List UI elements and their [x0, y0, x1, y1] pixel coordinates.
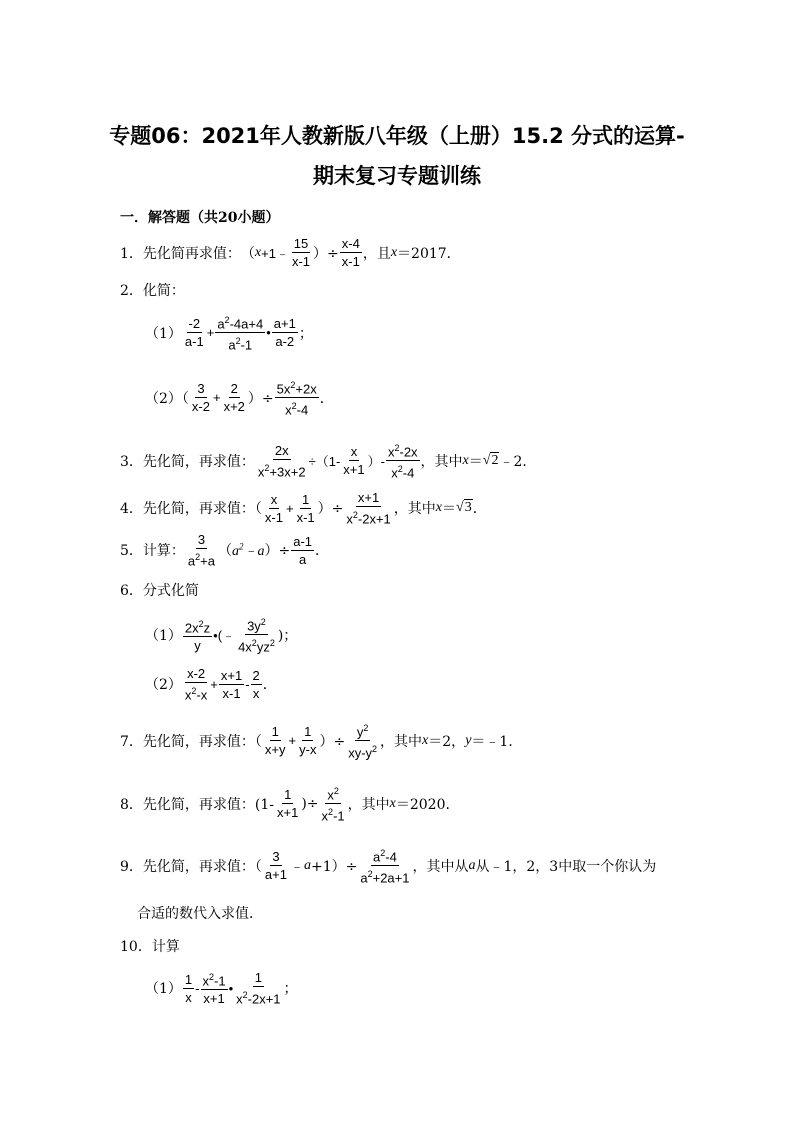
- problem-7: 7．先化简，再求值：（ $\frac{1}{x+y}$ + $\frac{1}{y-x}$ ）÷ $\frac{y^2}{xy-y^2}$ ，其中 x ＝2， y ＝﹣1．: [120, 723, 523, 761]
- problem-8: 8．先化简，再求值：(1- $\frac{1}{x+1}$ )÷ $\frac{x^2}{x^2-1}$ ，其中 x ＝2020．: [120, 786, 460, 824]
- problem-10-label: 10．计算: [120, 939, 180, 955]
- problem-2-part-1: （1） $\frac{-2}{a-1}$ + $\frac{a^2-4a+4}{a^2-1}$ • $\frac{a+1}{a-2}$ ；: [145, 315, 313, 353]
- problem-4: 4．先化简，再求值：（ $\frac{x}{x-1}$ + $\frac{1}{x-1}$ ）÷ $\frac{x+1}{x^2-2x+1}$ ，其中 x ＝ √3 ．: [120, 490, 487, 527]
- sqrt-symbol: √2: [482, 452, 499, 468]
- fraction: $\frac{15}{x-1}$: [291, 236, 311, 269]
- problem-10-part-1: （1） $\frac{1}{x}$ - $\frac{x^2-1}{x+1}$ • $\frac{1}{x^2-2x+1}$ ；: [145, 970, 298, 1007]
- problem-2-part-2: （2）（ $\frac{3}{x-2}$ + $\frac{2}{x+2}$ ）÷ $\frac{5x^2+2x}{x^2-4}$ ．: [145, 380, 334, 418]
- section-heading: 一．解答题（共20小题）: [120, 210, 280, 226]
- problem-1: 1．先化简再求值： （ x +1﹣ $\frac{15}{x-1}$ ）÷ $\frac{x-4}{x-1}$ ，且 x ＝2017．: [120, 236, 461, 269]
- problem-9-continued: 合适的数代入求值．: [137, 906, 263, 922]
- problem-6-part-2: （2） $\frac{x-2}{x^2-x}$ + $\frac{x+1}{x-1}$ - $\frac{2}{x}$ ．: [145, 666, 277, 703]
- doc-title-line2: 期末复习专题训练: [313, 164, 481, 188]
- doc-title-line1: 专题06：2021年人教新版八年级（上册）15.2 分式的运算-: [109, 124, 685, 148]
- sqrt-symbol: √3: [456, 500, 472, 516]
- problem-2-label: 2．化简：: [120, 283, 185, 299]
- fraction: $\frac{x-4}{x-1}$: [341, 236, 360, 269]
- problem-6-label: 6．分式化简: [120, 583, 199, 599]
- problem-3: 3．先化简，再求值： $\frac{2x}{x^2+3x+2}$ ÷（1- $\frac{x}{x+1}$ ）- $\frac{x^2-2x}{x^2-4}$ ，其中 x ＝ √2 ﹣2．: [120, 442, 537, 481]
- problem-5: 5．计算： $\frac{3}{a^2+a}$ （ $a^2﹣a$ ）÷ $\frac{a-1}{a}$ ．: [120, 532, 330, 569]
- problem-6-part-1: （1） $\frac{2x^2z}{y}$ •(﹣ $\frac{3y^2}{4x^2yz^2}$ )；: [145, 617, 298, 655]
- problem-9: 9．先化简，再求值：（ $\frac{3}{a+1}$ ﹣ a +1）÷ $\frac{a^2-4}{a^2+2a+1}$ ，其中从 a 从﹣1，2，3中取一个你认为: [120, 848, 657, 886]
